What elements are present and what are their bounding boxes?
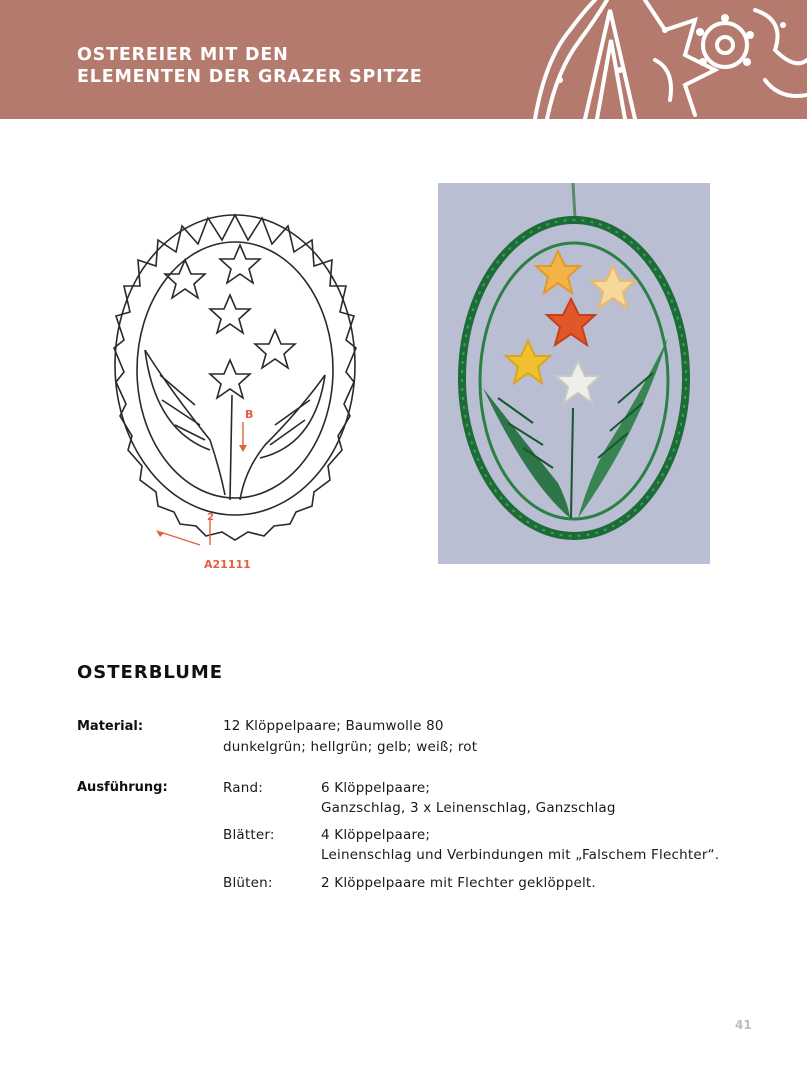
pattern-label-b: B (245, 408, 254, 421)
page-number: 41 (735, 1018, 752, 1032)
section-title: OSTERBLUME (77, 662, 224, 683)
execution-term-blaetter: Blätter: (223, 827, 275, 843)
execution-rand-line-2: Ganzschlag, 3 x Leinenschlag, Ganzschlag (321, 800, 616, 816)
execution-blaetter-line-1: 4 Klöppelpaare; (321, 827, 431, 843)
execution-rand-line-1: 6 Klöppelpaare; (321, 780, 431, 796)
lace-pattern-drawing (100, 200, 370, 580)
execution-label: Ausführung: (77, 780, 168, 795)
page-header (0, 0, 807, 119)
material-line-2: dunkelgrün; hellgrün; gelb; weiß; rot (223, 739, 478, 755)
page-title (77, 44, 422, 88)
title-line-1: OSTEREIER MIT DEN (77, 45, 289, 65)
execution-blueten-line-1: 2 Klöppelpaare mit Flechter geklöppelt. (321, 875, 596, 891)
execution-blaetter-line-2: Leinenschlag und Verbindungen mit „Falschem Flechter“. (321, 847, 720, 863)
lace-decoration (525, 0, 807, 119)
pattern-label-2: 2 (207, 512, 214, 523)
execution-term-blueten: Blüten: (223, 875, 273, 891)
lace-egg-photo (438, 183, 710, 564)
material-line-1: 12 Klöppelpaare; Baumwolle 80 (223, 718, 444, 734)
material-label: Material: (77, 719, 144, 734)
execution-term-rand: Rand: (223, 780, 264, 796)
pattern-code: A21111 (204, 558, 251, 571)
title-line-2: ELEMENTEN DER GRAZER SPITZE (77, 67, 423, 87)
